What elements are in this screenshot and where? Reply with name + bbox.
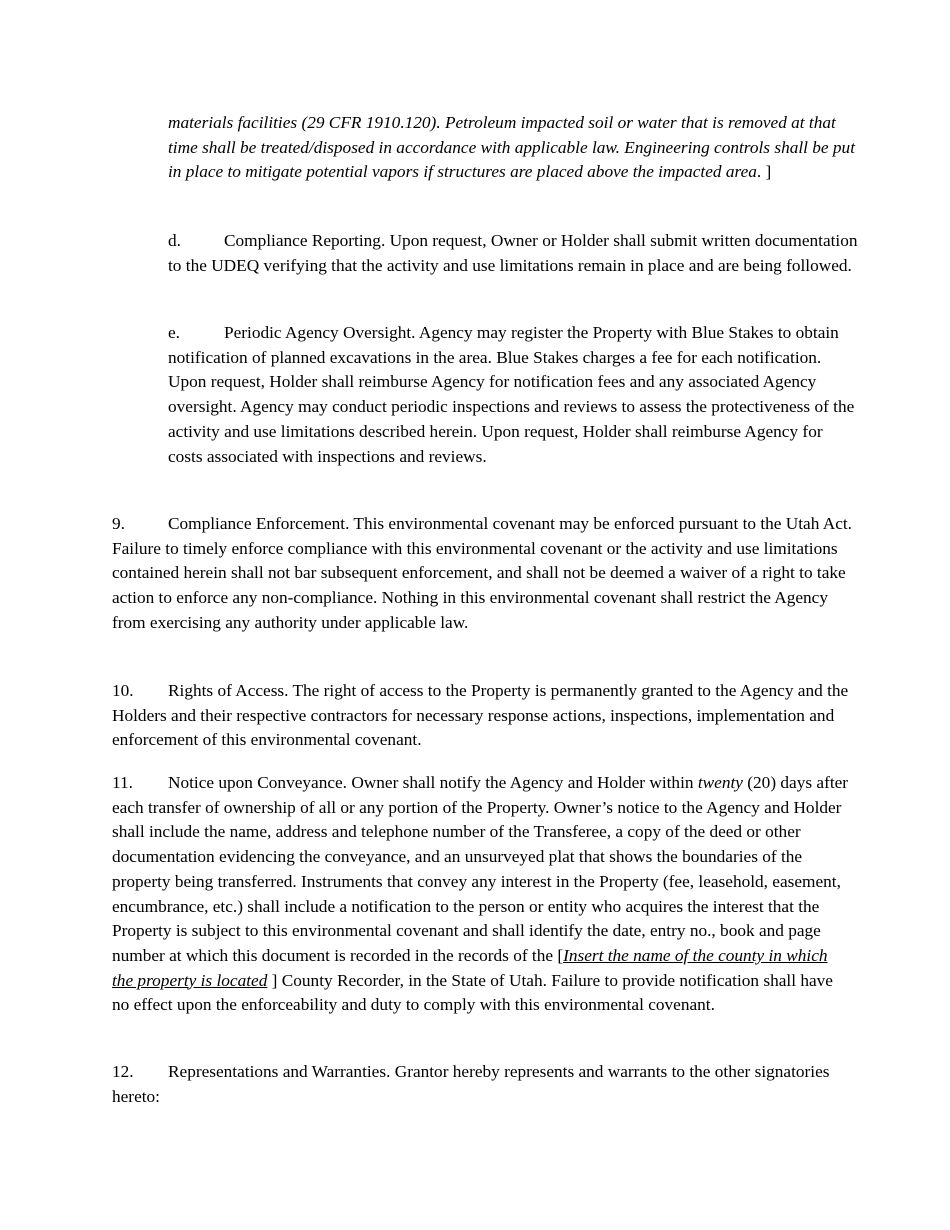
- item-text: Periodic Agency Oversight. Agency may register the Property with Blue Stakes to obtain notification of planned excavations in the area. Blue Stakes charges a fee for each notification. Upon request, Holder shall reimburse Agency for notification fees and any associated Agency oversight. Agency may conduct periodic inspections and reviews to assess the protectiveness of the activity and use limitations described herein. Upon request, Holder shall reimburse Agency for costs associated with inspections and reviews.: [168, 323, 855, 466]
- section-text-b: (20) days after each transfer of ownership of all or any portion of the Property. Owner’s notice to the Agency and Holder shall include the name, address and telephone number of the Transferee, a copy of the deed or other documentation evidencing the conveyance, and an unsurveyed plat that shows the boundaries of the property being transferred. Instruments that convey any interest in the Property (fee, leasehold, easement, encumbrance, etc.) shall include a notification to the person or entity who acquires the interest that the Property is subject to this environmental covenant and shall identify the date, entry no., book and page number at which this document is recorded in the records of the [: [112, 773, 849, 965]
- italic-word: twenty: [697, 773, 743, 792]
- item-d-compliance-reporting: [168, 229, 858, 278]
- section-11-notice-upon-conveyance: [112, 771, 852, 1018]
- item-text: Compliance Reporting. Upon request, Owner or Holder shall submit written documentation to the UDEQ verifying that the activity and use limitations remain in place and are being followed.: [168, 231, 858, 275]
- item-e-periodic-agency-oversight: [168, 321, 858, 469]
- section-number: 10.: [112, 681, 134, 700]
- section-text: Rights of Access. The right of access to the Property is permanently granted to the Agency and the Holders and their respective contractors for necessary response actions, inspections, implementation and enforcement of this environmental covenant.: [112, 681, 849, 750]
- item-marker: e.: [168, 323, 180, 342]
- item-marker: d.: [168, 231, 181, 250]
- italic-text: materials facilities (29 CFR 1910.120). Petroleum impacted soil or water that is removed at that time shall be treated/disposed in accordance with applicable law. Engineering controls shall be put in place to mitigate potential vapors if structures are placed above the impacted area: [168, 113, 855, 182]
- continued-italic-paragraph: [168, 111, 858, 185]
- bracket-close: . ]: [756, 162, 772, 182]
- section-number: 12.: [112, 1062, 134, 1081]
- section-text: Compliance Enforcement. This environmental covenant may be enforced pursuant to the Utah Act. Failure to timely enforce compliance with this environmental covenant or the activity and use limitations contained herein shall not bar subsequent enforcement, and shall not be deemed a waiver of a right to take action to enforce any non-compliance. Nothing in this environmental covenant shall restrict the Agency from exercising any authority under applicable law.: [112, 514, 852, 632]
- section-text: Representations and Warranties. Grantor hereby represents and warrants to the other signatories hereto:: [112, 1062, 830, 1106]
- section-12-representations-and-warranties: [112, 1060, 852, 1109]
- county-placeholder: Insert the name of the county in which the property is located: [112, 945, 828, 990]
- section-number: 9.: [112, 514, 125, 533]
- section-text-c: ] County Recorder, in the State of Utah. Failure to provide notification shall have no effect upon the enforceability and duty to comply with this environmental covenant.: [112, 970, 833, 1015]
- section-9-compliance-enforcement: [112, 512, 852, 636]
- section-text-a: Notice upon Conveyance. Owner shall notify the Agency and Holder within: [168, 773, 698, 792]
- section-10-rights-of-access: [112, 679, 852, 753]
- section-number: 11.: [112, 773, 133, 792]
